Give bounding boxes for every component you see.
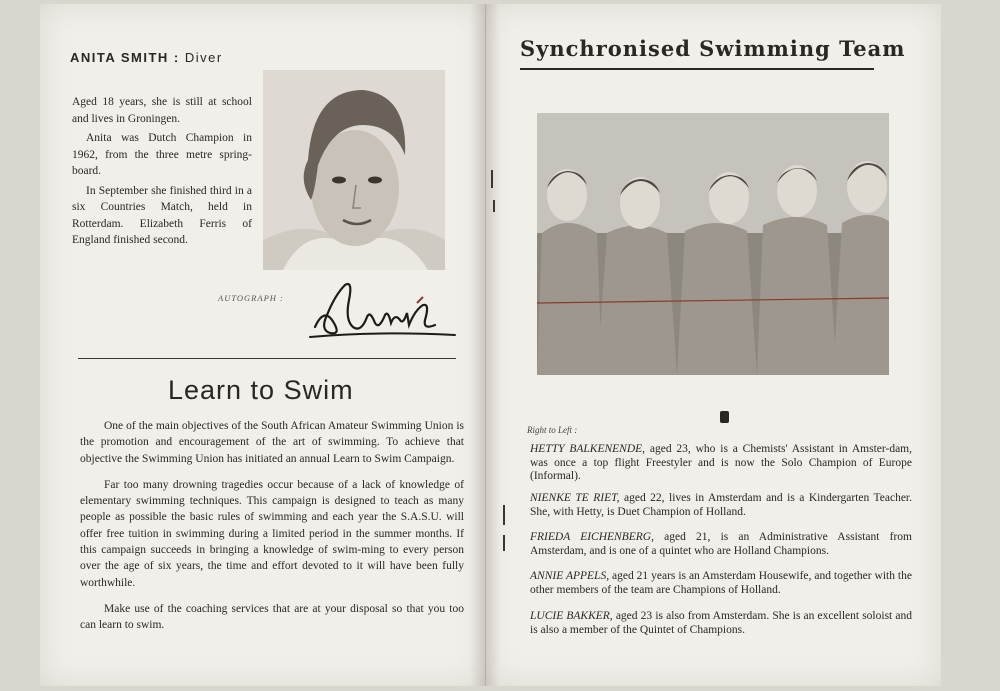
team-group-photo	[537, 113, 889, 375]
body-paragraph: One of the main objectives of the South African Amateur Swimming Union is the promotion and encouragement of the art of swimming. To achieve that objective the Swimming Union has initiated an annual Learn to Swim Campaign.	[80, 420, 464, 465]
bio-paragraph: Anita was Dutch Champion in 1962, from the three metre spring-board.	[72, 132, 252, 177]
team-member-entry	[530, 610, 912, 637]
diver-role: Diver	[184, 50, 223, 65]
team-photo-illustration	[537, 113, 889, 375]
title-underline	[520, 68, 874, 70]
bio-paragraph: In September she finished third in a six Countries Match, held in Rotterdam. Elizabeth Ferris of England finished second.	[72, 184, 252, 246]
member-name: FRIEDA EICHENBERG,	[530, 531, 654, 543]
member-name: ANNIE APPELS,	[530, 570, 610, 582]
member-description: aged 21 years is an Amsterdam Housewife, and together with the other members of the team are Champions of Holland.	[530, 570, 912, 596]
margin-mark	[493, 200, 495, 212]
portrait-illustration	[263, 70, 445, 270]
diver-portrait-photo	[263, 70, 445, 270]
member-name: LUCIE BAKKER,	[530, 610, 613, 622]
member-name: NIENKE TE RIET,	[530, 492, 620, 504]
team-member-entry	[530, 531, 912, 558]
margin-mark	[491, 170, 493, 188]
autograph-signature	[305, 275, 460, 345]
margin-mark	[503, 535, 505, 551]
diver-bio	[72, 94, 252, 252]
member-description: aged 23, who is a Chemists' Assistant in Amster-dam, was once a top flight Freestyler and is now the Solo Champion of Europe (Informal).	[530, 443, 912, 482]
diver-name: ANITA SMITH :	[70, 50, 180, 65]
bio-paragraph: Aged 18 years, she is still at school and lives in Groningen.	[72, 96, 252, 125]
member-description: aged 23 is also from Amsterdam. She is an excellent soloist and is also a member of the Quintet of Champions.	[530, 610, 912, 636]
team-title: Synchronised Swimming Team	[520, 36, 906, 61]
member-description: aged 22, lives in Amsterdam and is a Kindergarten Teacher. She, with Hetty, is Duet Champion of Holland.	[530, 492, 912, 518]
caption-order-note: Right to Left :	[527, 425, 578, 435]
margin-mark	[503, 505, 505, 525]
learn-to-swim-body	[80, 418, 464, 644]
autograph-label: AUTOGRAPH :	[218, 293, 284, 303]
section-divider	[78, 358, 456, 359]
team-member-entry	[530, 570, 912, 597]
team-member-entry	[530, 443, 912, 484]
member-name: HETTY BALKENENDE,	[530, 443, 646, 455]
member-description: aged 21, is an Administrative Assistant from Amsterdam, and is one of a quintet who are Holland Champions.	[530, 531, 912, 557]
ink-spot	[720, 411, 729, 423]
team-member-entry	[530, 492, 912, 519]
body-paragraph: Make use of the coaching services that are at your disposal so that you too can learn to swim.	[80, 602, 464, 632]
diver-heading	[70, 50, 223, 65]
body-paragraph: Far too many drowning tragedies occur because of a lack of knowledge of elementary swimming techniques. This campaign is designed to teach as many people as possible the basic rules of swimming and each year the S.A.S.U. will offer free tuition in swimming during a limited period in the summer months. If this campaign succeeds in bringing a knowledge of swim-ming to every person over the age of six years, the time and effort devoted to it will have been fully worthwhile.	[80, 478, 464, 589]
learn-to-swim-title: Learn to Swim	[168, 375, 354, 405]
